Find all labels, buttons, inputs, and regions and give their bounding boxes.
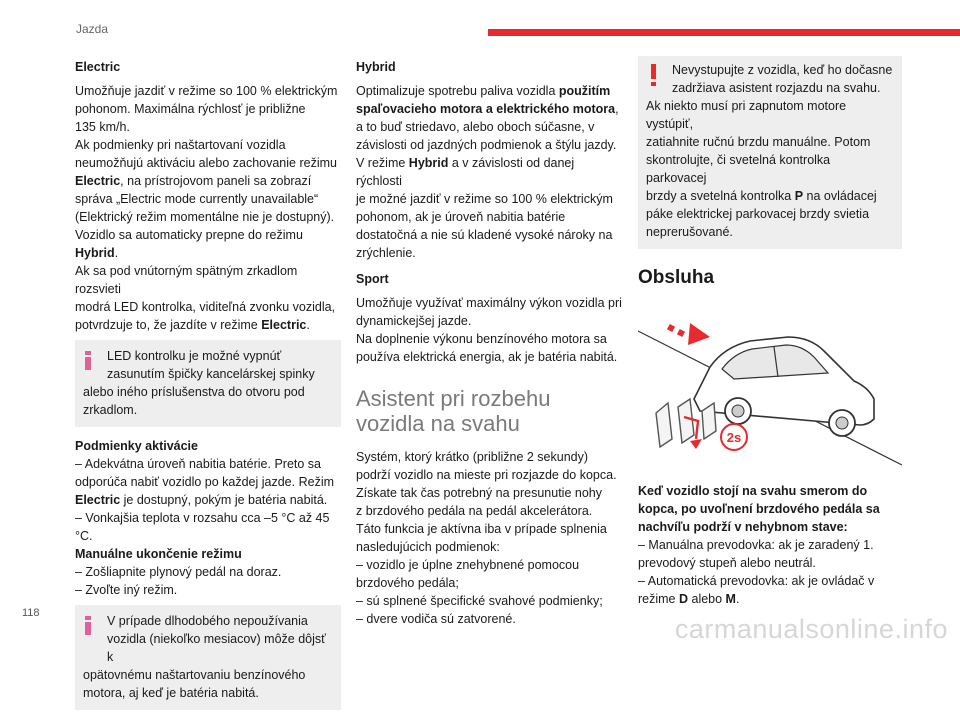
mode-name: Hybrid: [75, 246, 115, 260]
text-line: [356, 100, 622, 118]
text-line: páke elektrickej parkovacej brzdy svietia: [646, 207, 870, 221]
text-line: Ak podmienky pri naštartovaní vozidla: [75, 138, 286, 152]
text-line: vozidla (niekoľko mesiacov) môže dôjsť k: [107, 632, 326, 664]
obsluha-title: Obsluha: [638, 267, 715, 288]
timer-label: 2s: [726, 430, 742, 445]
title-line: Asistent pri rozbehu: [356, 386, 551, 411]
watermark: carmanualsonline.info: [674, 614, 948, 644]
indicator-letter: P: [794, 189, 804, 203]
text-line: motora, aj keď je batéria nabitá.: [83, 686, 259, 700]
text-line: – dvere vodiča sú zatvorené.: [356, 612, 516, 626]
gear-letter: D: [678, 592, 689, 606]
text-fragment: potvrdzuje to, že jazdíte v režime: [75, 318, 262, 332]
text-line: opätovnému naštartovaniu benzínového: [83, 668, 306, 682]
text-line: [356, 82, 622, 100]
info-note-long-storage: [75, 605, 341, 710]
text-line: správa „Electric mode currently unavailable“: [75, 192, 319, 206]
text-line: používa elektrická energia, ak je batéria nabitá.: [356, 350, 618, 364]
text-line: [75, 491, 341, 509]
electric-heading: Electric: [75, 60, 121, 74]
text-line: odporúča nabiť vozidlo po každej jazde. Režim: [75, 475, 335, 489]
emphasis: použitím: [558, 84, 611, 98]
text-line: 135 km/h.: [75, 120, 130, 134]
text-line: – Zošliapnite plynový pedál na doraz.: [75, 565, 282, 579]
text-line: [356, 154, 622, 190]
mode-name: Electric: [261, 318, 307, 332]
text-line: Umožňuje jazdiť v režime so 100 % elektrickým: [75, 84, 338, 98]
text-line: – Adekvátna úroveň nabitia batérie. Preto sa: [75, 457, 321, 471]
electric-paragraph: [75, 82, 341, 334]
text-line: zasunutím špičky kancelárskej spinky: [107, 367, 315, 381]
text-fragment: režime: [638, 592, 679, 606]
mode-name: Electric: [75, 493, 121, 507]
text-fragment: a v závislosti od danej rýchlosti: [356, 156, 575, 188]
sport-heading: Sport: [356, 272, 389, 286]
text-line: V prípade dlhodobého nepoužívania: [107, 614, 308, 628]
text-line: brzdového pedála;: [356, 576, 459, 590]
mode-name: Hybrid: [408, 156, 449, 170]
obsluha-paragraph: [638, 482, 902, 608]
text-fragment: .: [114, 246, 119, 260]
text-line: prevodový stupeň alebo neutrál.: [638, 556, 816, 570]
text-line: zadržiava asistent rozjazdu na svahu.: [672, 81, 881, 95]
text-line: je možné jazdiť v režime so 100 % elektrickým: [356, 192, 613, 206]
conditions-paragraph: [75, 455, 341, 599]
text-line: [646, 187, 894, 205]
text-line: modrá LED kontrolka, viditeľná zvonku vozidla,: [75, 300, 336, 314]
text-line: – Automatická prevodovka: ak je ovládač v: [638, 574, 875, 588]
text-line: Umožňuje využívať maximálny výkon vozidla pri: [356, 296, 622, 310]
text-fragment: brzdy a svetelná kontrolka: [646, 189, 795, 203]
hybrid-heading: Hybrid: [356, 60, 396, 74]
hybrid-paragraph: [356, 82, 622, 262]
text-line: a to buď striedavo, alebo oboch súčasne, v: [356, 120, 595, 134]
text-fragment: .: [735, 592, 740, 606]
text-line: °C.: [75, 529, 93, 543]
text-line: – sú splnené špecifické svahové podmienky;: [356, 594, 603, 608]
text-fragment: , na prístrojovom paneli sa zobrazí: [120, 174, 312, 188]
text-line: pohonom. Maximálna rýchlosť je približne: [75, 102, 306, 116]
text-line: skontrolujte, či svetelná kontrolka parkovacej: [646, 153, 831, 185]
text-line: – Vonkajšia teplota v rozsahu cca –5 °C až 45: [75, 511, 330, 525]
column-left: [75, 58, 341, 720]
text-line: nasledujúcich podmienok:: [356, 540, 500, 554]
text-line: Vozidlo sa automaticky prepne do režimu: [75, 228, 303, 242]
hill-assist-paragraph: [356, 448, 622, 628]
text-line: dynamickejšej jazde.: [356, 314, 472, 328]
warning-exclamation-icon: [651, 64, 656, 86]
text-line: kopca, po uvoľnení brzdového pedála sa: [638, 502, 880, 516]
text-line: zrýchlenie.: [356, 246, 416, 260]
text-line: (Elektrický režim momentálne nie je dostupný).: [75, 210, 335, 224]
text-line: Získate tak čas potrebný na presunutie nohy: [356, 486, 602, 500]
text-line: alebo iného príslušenstva do otvoru pod: [83, 385, 305, 399]
mode-name: Electric: [75, 174, 121, 188]
text-line: Táto funkcia je aktívna iba v prípade splnenia: [356, 522, 607, 536]
page-number: 118: [22, 607, 40, 619]
text-line: Keď vozidlo stojí na svahu smerom do: [638, 484, 868, 498]
text-fragment: je dostupný, pokým je batéria nabitá.: [120, 493, 328, 507]
text-line: – Manuálna prevodovka: ak je zaradený 1.: [638, 538, 874, 552]
text-fragment: na ovládacej: [803, 189, 877, 203]
info-icon: [85, 351, 91, 369]
text-line: Ak niekto musí pri zapnutom motore vystúpiť,: [646, 99, 847, 131]
warning-note: [638, 56, 902, 249]
text-line: zatiahnite ručnú brzdu manuálne. Potom: [646, 135, 871, 149]
text-line: [638, 590, 902, 608]
column-middle: [356, 58, 622, 634]
text-line: Nevystupujte z vozidla, keď ho dočasne: [672, 63, 893, 77]
text-line: LED kontrolku je možné vypnúť: [107, 349, 282, 363]
sport-paragraph: [356, 294, 622, 366]
text-fragment: Optimalizuje spotrebu paliva vozidla: [356, 84, 559, 98]
title-line: vozidla na svahu: [356, 411, 520, 436]
text-line: Ak sa pod vnútorným spätným zrkadlom rozsvieti: [75, 264, 298, 296]
emphasis: spaľovacieho motora a elektrického motora: [356, 102, 616, 116]
text-line: dostatočná a nie sú kladené vysoké nároky na: [356, 228, 613, 242]
text-fragment: ,: [615, 102, 619, 116]
text-line: neprerušované.: [646, 225, 733, 239]
text-line: nachvíľu podrží v nehybnom stave:: [638, 520, 848, 534]
text-line: závislosti od jazdných podmienok a štýlu jazdy.: [356, 138, 617, 152]
header-accent-bar: [488, 29, 960, 36]
text-line: [75, 244, 341, 262]
text-line: zrkadlom.: [83, 403, 138, 417]
text-line: podrží vozidlo na mieste pri rozjazde do kopca.: [356, 468, 617, 482]
text-line: z brzdového pedála na pedál akcelerátora.: [356, 504, 593, 518]
header-title: Jazda: [76, 22, 109, 36]
text-line: neumožňujú aktiváciu alebo zachovanie režimu: [75, 156, 337, 170]
text-line: – Zvoľte iný režim.: [75, 583, 178, 597]
info-icon: [85, 616, 91, 634]
text-line: pohonom, ak je úroveň nabitia batérie: [356, 210, 566, 224]
text-line: [75, 316, 341, 334]
column-right: [638, 56, 902, 614]
hill-start-illustration: [638, 307, 902, 467]
manual-end-heading: Manuálne ukončenie režimu: [75, 547, 242, 561]
text-line: – vozidlo je úplne znehybnené pomocou: [356, 558, 580, 572]
hill-assist-title: [356, 386, 622, 436]
text-line: [75, 172, 341, 190]
text-fragment: .: [306, 318, 310, 332]
text-line: Systém, ktorý krátko (približne 2 sekundy): [356, 450, 589, 464]
text-fragment: alebo: [688, 592, 726, 606]
conditions-heading: Podmienky aktivácie: [75, 439, 198, 453]
gear-letter: M: [725, 592, 736, 606]
info-note-led: [75, 340, 341, 427]
text-line: Na doplnenie výkonu benzínového motora sa: [356, 332, 607, 346]
text-fragment: V režime: [356, 156, 409, 170]
